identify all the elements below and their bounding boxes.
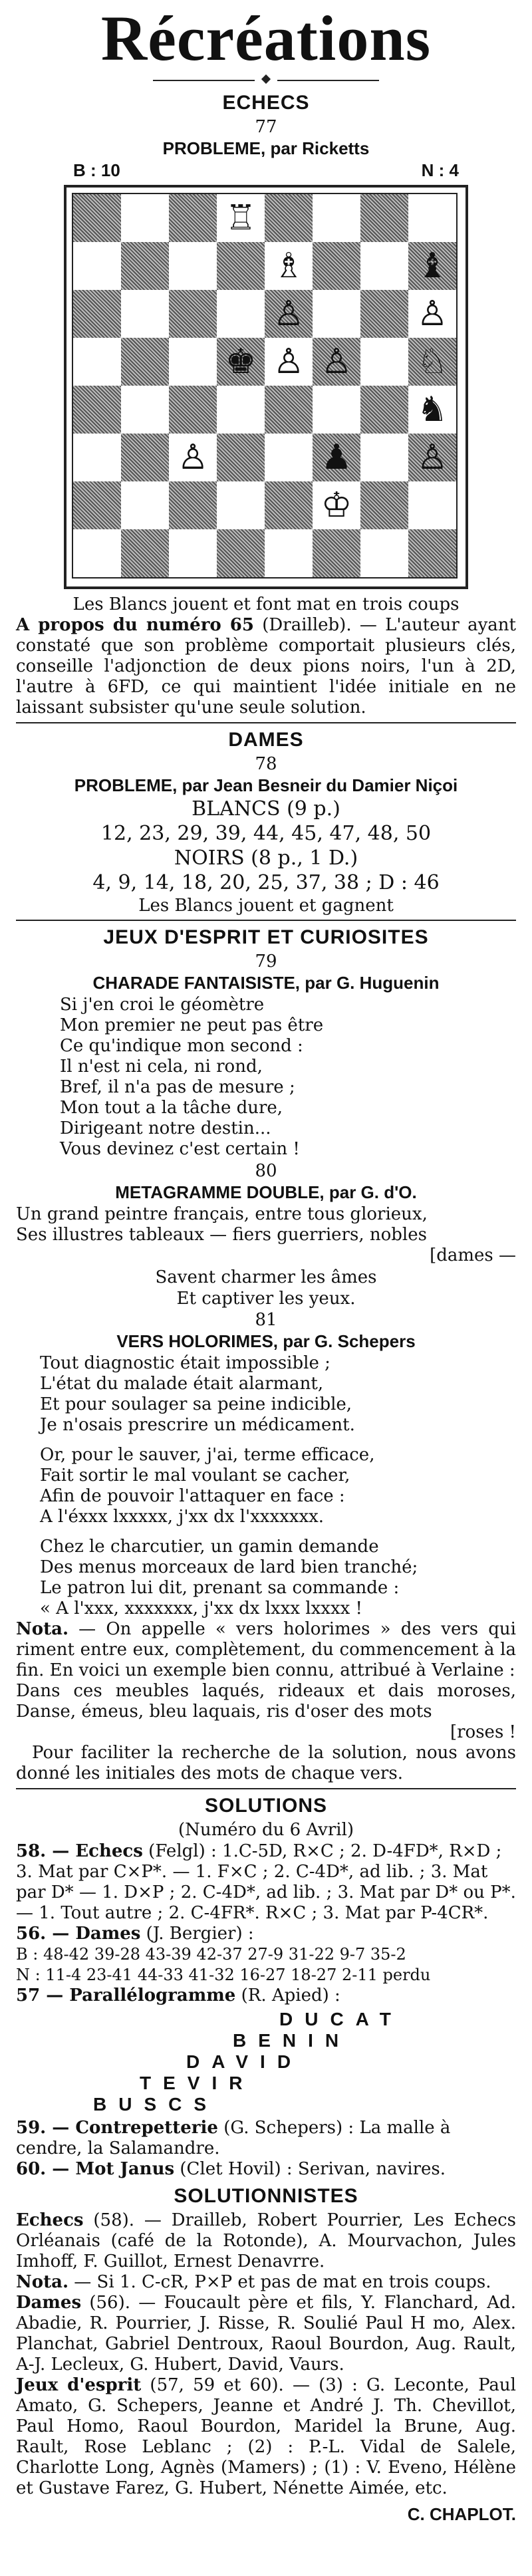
charade-line: Bref, il n'a pas de mesure ; [60,1077,295,1097]
solution-56-blancs: B : 48-42 39-28 43-39 42-37 27-9 31-22 9-7 35-2 [16,1945,406,1964]
board-square [408,529,456,577]
solutionnistes-jeux-text: (57, 59 et 60). — (3) : G. Leconte, Paul Amato, G. Schepers, Jeanne et André J. Th. Chevillot, Paul Homo, Raoul Bourdon, Maridel la Brune, Aug. Rault, Rose Leblanc ; (2) : P.-L. Vidal de Salele, Charlotte Long, Agnès (Mamers) ; (1) : V. Eveno, Hélène et Gustave Farez, G. Hubert, Nénette Aimée, etc. [16,2375,516,2498]
board-square [169,338,217,386]
solution-56-label: 56. — Dames [16,1924,141,1944]
dames-problem-title: PROBLEME, par Jean Besneir du Damier Niçoi [74,775,458,795]
board-square [217,338,265,386]
charade-line: Il n'est ni cela, ni rond, [60,1057,263,1077]
board-square [313,194,360,242]
dames-caption: Les Blancs jouent et gagnent [138,896,394,916]
vers-line: Fait sortir le mal voulant se cacher, [40,1466,350,1485]
board-square [408,242,456,290]
chess-piece: ♟ [321,438,352,477]
metagramme-right: [dames — [430,1245,516,1265]
dames-noirs-line: 4, 9, 14, 18, 20, 25, 37, 38 ; D : 46 [92,871,440,894]
board-square [265,434,313,481]
board-square [313,290,360,338]
vers-line: Et pour soulager sa peine indicible, [40,1394,352,1414]
board-square [217,242,265,290]
board-square [121,481,169,529]
solutionnistes-nota-label: Nota. [16,2272,69,2292]
solutionnistes-dames-text: (56). — Foucault père et fils, Y. Flanchard, Ad. Abadie, R. Pourrier, J. Risse, R. Soulié Paul H mo, Alex. Planchat, Gabriel Dentroux, Raoul Bourdon, Aug. Rault, A-J. Lecleux, G. Hubert, David, Vaurs. [16,2293,516,2375]
charade-line: Vous devinez c'est certain ! [60,1139,300,1159]
parallelogramme-word-4: TEVIR [140,2073,255,2093]
solutionnistes-dames [16,2293,516,2375]
board-square [169,386,217,434]
solution-56 [16,1924,516,1944]
dames-blancs-head: BLANCS (9 p.) [192,797,340,821]
board-square [408,290,456,338]
board-square [217,290,265,338]
chess-piece: ♙ [416,294,448,334]
echecs-problem-title: PROBLEME, par Ricketts [162,138,370,158]
parallelogramme-grid [0,2009,532,2115]
solution-58-text: (Felgl) : 1.C-5D, R×C ; 2. D-4FD*, R×D ; 3. Mat par C×P*. — 1. F×C ; 2. C-4D*, ad lib. ; 3. Mat par D* — 1. D×P ; 2. C-4D*, ad lib. ; 3. Mat par D* ou P*. — 1. Tout autre ; 2. C-4FR*. R×C ; 3. Mat par P-4CR*. [16,1841,516,1923]
divider [16,1788,516,1789]
solution-60-label: 60. — Mot Janus [16,2159,175,2179]
board-square [313,338,360,386]
board-square [73,242,121,290]
board-square [313,529,360,577]
solutionnistes-jeux-label: Jeux d'esprit [16,2375,142,2395]
verlaine-example: Dans ces meubles laqués, rideaux et dais moroses, Danse, émeus, bleu laquais, ris d'oser des mots [16,1681,516,1722]
vers-line: Des menus morceaux de lard bien tranché; [40,1557,418,1577]
chess-piece: ♙ [177,438,209,477]
solution-59-text: (G. Schepers) : La malle à cendre, la Salamandre. [16,2118,451,2158]
vers-line: Chez le charcutier, un gamin demande [40,1537,379,1557]
charade-line: Si j'en croi le géomètre [60,995,265,1015]
nota-text: — On appelle « vers holorimes » des vers qui riment entre eux, complètement, du commencement à la fin. En voici un exemple bien connu, attribué à Verlaine : [16,1619,516,1680]
vers-line: Le patron lui dit, prenant sa commande : [40,1578,400,1598]
board-square [169,290,217,338]
chess-board [72,193,458,579]
parallelogramme-word-3: DAVID [186,2051,303,2072]
vers-stanza-3 [40,1537,532,1619]
vers-stanza-2 [40,1445,532,1527]
charade-number: 79 [255,952,277,971]
chess-piece: ♚ [225,342,257,382]
board-square [313,242,360,290]
chess-piece: ♙ [273,342,305,382]
chess-piece: ♙ [273,294,305,334]
charade-verse [60,995,532,1160]
board-square [313,386,360,434]
facilite-paragraph: Pour faciliter la recherche de la solution, nous avons donné les initiales des mots de chaque vers. [16,1743,516,1783]
chess-piece: ♖ [225,198,257,238]
board-square [360,529,408,577]
board-square [73,290,121,338]
nota-label: Nota. [16,1619,69,1639]
metagramme-line-1: Un grand peintre français, entre tous glorieux, [16,1204,428,1224]
signature: C. CHAPLOT. [407,2504,516,2524]
dames-title: DAMES [228,729,304,751]
board-square [73,194,121,242]
chess-piece: ♝ [416,246,448,286]
board-square [265,481,313,529]
solutionnistes-dames-label: Dames [16,2293,82,2313]
board-square [360,481,408,529]
dames-number: 78 [255,754,277,774]
board-square [408,434,456,481]
board-square [73,386,121,434]
board-square [121,194,169,242]
board-square [265,338,313,386]
apropos-paragraph [16,615,516,718]
solutionnistes-echecs [16,2210,516,2272]
vers-stanza-1 [40,1353,532,1436]
vers-line: Or, pour le sauver, j'ai, terme efficace, [40,1445,375,1465]
board-square [73,481,121,529]
board-square [217,386,265,434]
nota-paragraph [16,1619,516,1681]
board-square [360,386,408,434]
chess-piece: ♙ [416,438,448,477]
metagramme-center-1: Savent charmer les âmes [155,1267,377,1287]
vers-line: A l'éxxx lxxxxx, j'xx dx l'xxxxxxx. [40,1507,325,1527]
board-square [313,481,360,529]
solutions-subtitle: (Numéro du 6 Avril) [178,1820,354,1840]
dames-noirs-head: NOIRS (8 p., 1 D.) [174,846,358,870]
white-count: B : 10 [73,160,120,180]
echecs-counts [73,160,459,181]
solutionnistes-echecs-label: Echecs [16,2210,84,2230]
ornament-divider [153,74,379,86]
solutions-title: SOLUTIONS [204,1795,327,1817]
board-square [265,529,313,577]
black-count: N : 4 [421,160,459,180]
vers-line: Je n'osais prescrire un médicament. [40,1415,355,1435]
board-square [408,194,456,242]
verlaine-right: [roses ! [450,1722,516,1742]
parallelogramme-word-1: DUCAT [279,2009,403,2029]
board-square [265,386,313,434]
board-square [169,481,217,529]
board-square [217,481,265,529]
solution-57 [16,1986,516,2006]
masthead-title: Récréations [100,3,432,74]
board-square [265,290,313,338]
echecs-number: 77 [255,117,277,137]
echecs-caption: Les Blancs jouent et font mat en trois coups [72,594,460,614]
board-square [217,529,265,577]
board-square [360,194,408,242]
parallelogramme-word-2: BENIN [233,2030,351,2051]
echecs-title: ECHECS [222,92,310,114]
solution-60 [16,2159,516,2180]
jeux-title: JEUX D'ESPRIT ET CURIOSITES [103,926,429,948]
board-square [265,242,313,290]
vers-line: « A l'xxx, xxxxxxx, j'xx dx lxxx lxxxx ! [40,1599,362,1618]
board-square [73,434,121,481]
board-square [360,290,408,338]
board-square [217,434,265,481]
chess-piece: ♗ [273,246,305,286]
board-square [169,242,217,290]
vers-line: Afin de pouvoir l'attaquer en face : [40,1486,345,1506]
divider [16,920,516,921]
board-square [121,386,169,434]
solutionnistes-echecs-text: (58). — Drailleb, Robert Pourrier, Les Echecs Orléanais (café de la Rotonde), A. Mourvachon, Jules Imhoff, F. Guillot, Ernest Denavrre. [16,2210,516,2271]
board-square [121,529,169,577]
board-square [360,434,408,481]
chess-diagram [64,185,468,589]
board-square [169,194,217,242]
metagramme-center-2: Et captiver les yeux. [176,1289,356,1309]
board-square [169,434,217,481]
solution-59 [16,2118,516,2159]
parallelogramme-word-5: BUSCS [93,2094,219,2115]
vers-line: L'état du malade était alarmant, [40,1374,324,1394]
chess-piece: ♞ [416,390,448,430]
board-square [408,481,456,529]
solution-57-label: 57 — Parallélogramme [16,1986,236,2005]
solution-56-text: (J. Bergier) : [140,1924,254,1944]
board-square [169,529,217,577]
vers-title: VERS HOLORIMES, par G. Schepers [116,1331,416,1351]
metagramme-line-2: Ses illustres tableaux — fiers guerriers, nobles [16,1225,427,1245]
board-square [360,338,408,386]
board-square [408,386,456,434]
solution-56-noirs: N : 11-4 23-41 44-33 41-32 16-27 18-27 2-11 perdu [16,1966,431,1984]
board-square [73,529,121,577]
vers-line: Tout diagnostic était impossible ; [40,1353,331,1373]
chess-piece: ♙ [321,342,352,382]
board-square [121,434,169,481]
solution-60-text: (Clet Hovil) : Serivan, navires. [174,2159,446,2179]
board-square [408,338,456,386]
solution-59-label: 59. — Contrepetterie [16,2118,218,2138]
solutionnistes-jeux [16,2375,516,2499]
solutionnistes-nota-text: — Si 1. C-cR, P×P et pas de mat en trois coups. [68,2272,491,2292]
solution-58 [16,1841,516,1924]
chess-piece: ♔ [321,485,352,525]
board-square [313,434,360,481]
board-square [121,242,169,290]
charade-line: Ce qu'indique mon second : [60,1036,303,1056]
charade-line: Dirigeant notre destin... [60,1118,271,1138]
charade-line: Mon tout a la tâche dure, [60,1098,283,1118]
board-square [217,194,265,242]
solutionnistes-nota [16,2272,516,2293]
charade-line: Mon premier ne peut pas être [60,1015,324,1035]
board-square [360,242,408,290]
chess-piece: ♘ [416,342,448,382]
charade-title: CHARADE FANTAISISTE, par G. Huguenin [92,973,440,993]
board-square [73,338,121,386]
solutionnistes-title: SOLUTIONNISTES [174,2185,358,2207]
board-square [121,338,169,386]
apropos-label: A propos du numéro 65 [16,615,254,635]
metagramme-number: 80 [255,1161,277,1181]
vers-number: 81 [255,1310,277,1330]
solution-57-text: (R. Apied) : [235,1986,340,2005]
metagramme-title: METAGRAMME DOUBLE, par G. d'O. [115,1182,417,1202]
board-square [265,194,313,242]
divider [16,722,516,723]
apropos-text: (Drailleb). — L'auteur ayant constaté que son problème comportait plusieurs clés, conseille l'adjonction de deux pions noirs, l'un à 2D, l'autre à 6FD, ce qui maintient l'idée initiale en ne laissant subsister qu'une seule solution. [16,615,516,717]
dames-blancs-line: 12, 23, 29, 39, 44, 45, 47, 48, 50 [100,822,432,845]
solution-58-label: 58. — Echecs [16,1841,143,1861]
board-square [121,290,169,338]
